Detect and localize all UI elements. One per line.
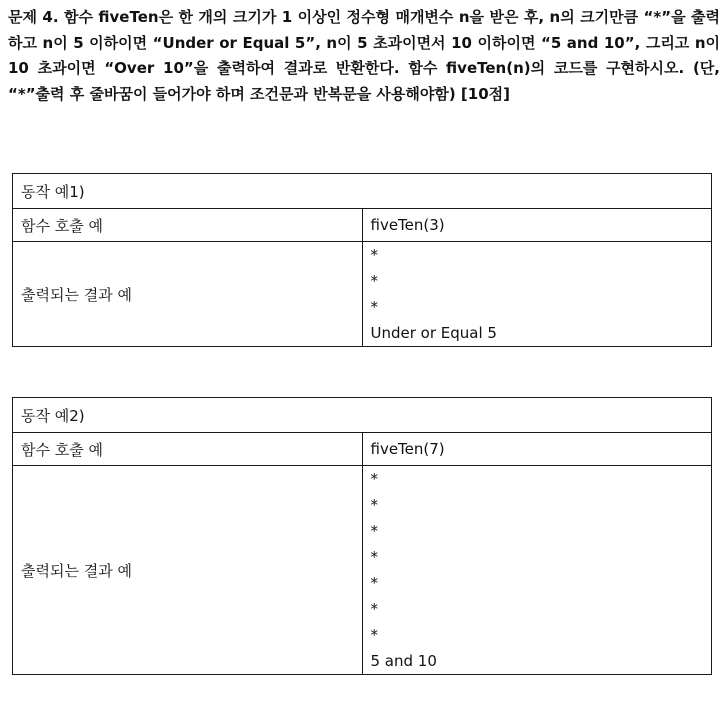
question-text: 문제 4. 함수 fiveTen은 한 개의 크기가 1 이상인 정수형 매개변수 n을 받은 후, n의 크기만큼 “*”을 출력하고 n이 5 이하이면 “Under or Equal 5”, n이 5 초과이면서 10 이하이면 “5 and 10”, 그리고 n이 10 초과이면 “Over 10”을 출력하여 결과로 반환한다. 함수 fiveTen(n)의 코드를 구현하시오. (단, “*”출력 후 줄바꿈이 들어가야 하며 조건문과 반복문을 사용해야함) [10점] <box>8 8 720 103</box>
output-line: * <box>370 626 378 644</box>
output-line: * <box>370 600 378 618</box>
output-value <box>362 466 712 675</box>
output-line: * <box>370 574 378 592</box>
output-value <box>362 242 712 347</box>
call-label: 함수 호출 예 <box>13 209 363 242</box>
example-table-2 <box>12 397 712 675</box>
output-line: * <box>370 548 378 566</box>
example-title: 동작 예2) <box>13 398 712 433</box>
output-line: * <box>370 246 378 264</box>
example-title: 동작 예1) <box>13 174 712 209</box>
call-value: fiveTen(7) <box>362 433 712 466</box>
output-line: 5 and 10 <box>370 652 437 670</box>
output-line: * <box>370 522 378 540</box>
output-line: * <box>370 496 378 514</box>
output-label: 출력되는 결과 예 <box>13 466 363 675</box>
output-line: Under or Equal 5 <box>370 324 497 342</box>
output-line: * <box>370 470 378 488</box>
call-label: 함수 호출 예 <box>13 433 363 466</box>
example-table-1 <box>12 173 712 347</box>
output-line: * <box>370 272 378 290</box>
output-label: 출력되는 결과 예 <box>13 242 363 347</box>
call-value: fiveTen(3) <box>362 209 712 242</box>
output-line: * <box>370 298 378 316</box>
